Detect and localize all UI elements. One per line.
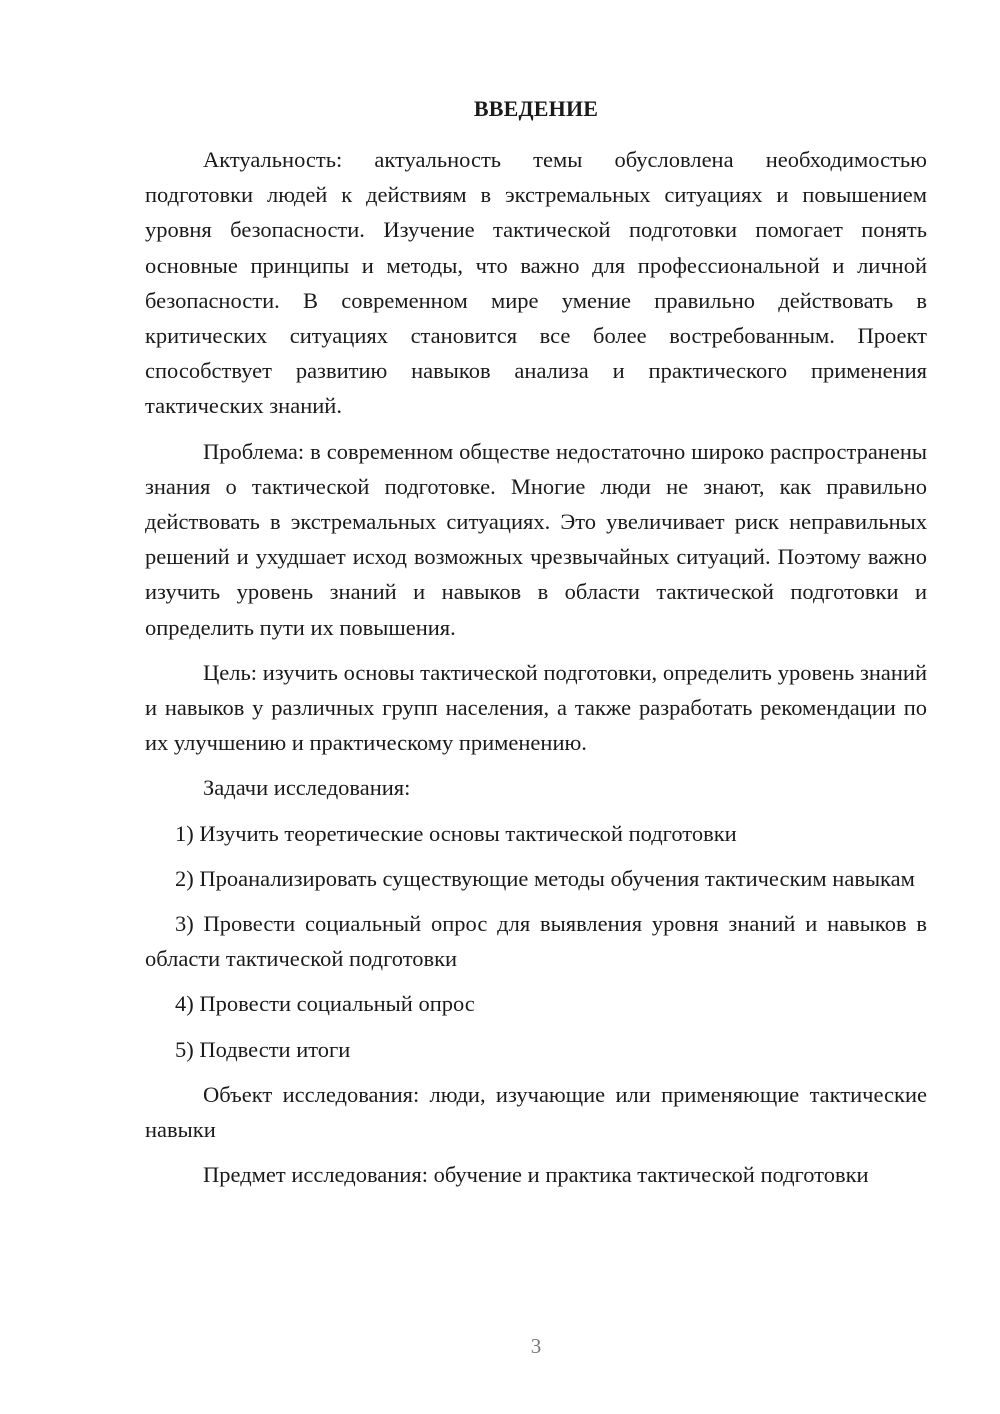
goal-paragraph: Цель: изучить основы тактической подготовки, определить уровень знаний и навыков у различных групп населения, а также разработать рекомендации по их улучшению и практическому применению. <box>145 659 927 756</box>
task-item-4: 4) Провести социальный опрос <box>175 991 475 1017</box>
tasks-intro: Задачи исследования: <box>203 775 411 801</box>
research-object-paragraph: Объект исследования: люди, изучающие или применяющие тактические навыки <box>145 1081 927 1143</box>
relevance-paragraph: Актуальность: актуальность темы обусловлена необходимостью подготовки людей к действиям в экстремальных ситуациях и повышением уровня безопасности. Изучение тактической подготовки помогает понять основные принципы и методы, что важно для профессиональной и личной безопасности. В современном мире умение правильно действовать в критических ситуациях становится все более востребованным. Проект способствует развитию навыков анализа и практического применения тактических знаний. <box>145 147 927 419</box>
page-number: 3 <box>530 1334 542 1358</box>
task-item-3: 3) Провести социальный опрос для выявления уровня знаний и навыков в области тактической подготовки <box>145 911 927 972</box>
document-body <box>145 142 927 1202</box>
problem-paragraph: Проблема: в современном обществе недостаточно широко распространены знания о тактической подготовке. Многие люди не знают, как правильно действовать в экстремальных ситуациях. Это увеличивает риск неправильных решений и ухудшает исход возможных чрезвычайных ситуаций. Поэтому важно изучить уровень знаний и навыков в области тактической подготовки и определить пути их повышения. <box>145 438 927 640</box>
research-subject-paragraph: Предмет исследования: обучение и практика тактической подготовки <box>203 1162 869 1188</box>
page-heading: ВВЕДЕНИЕ <box>473 96 599 121</box>
task-item-2: 2) Проанализировать существующие методы обучения тактическим навыкам <box>175 865 915 891</box>
task-item-1: 1) Изучить теоретические основы тактической подготовки <box>175 820 737 846</box>
task-item-5: 5) Подвести итоги <box>175 1036 351 1062</box>
